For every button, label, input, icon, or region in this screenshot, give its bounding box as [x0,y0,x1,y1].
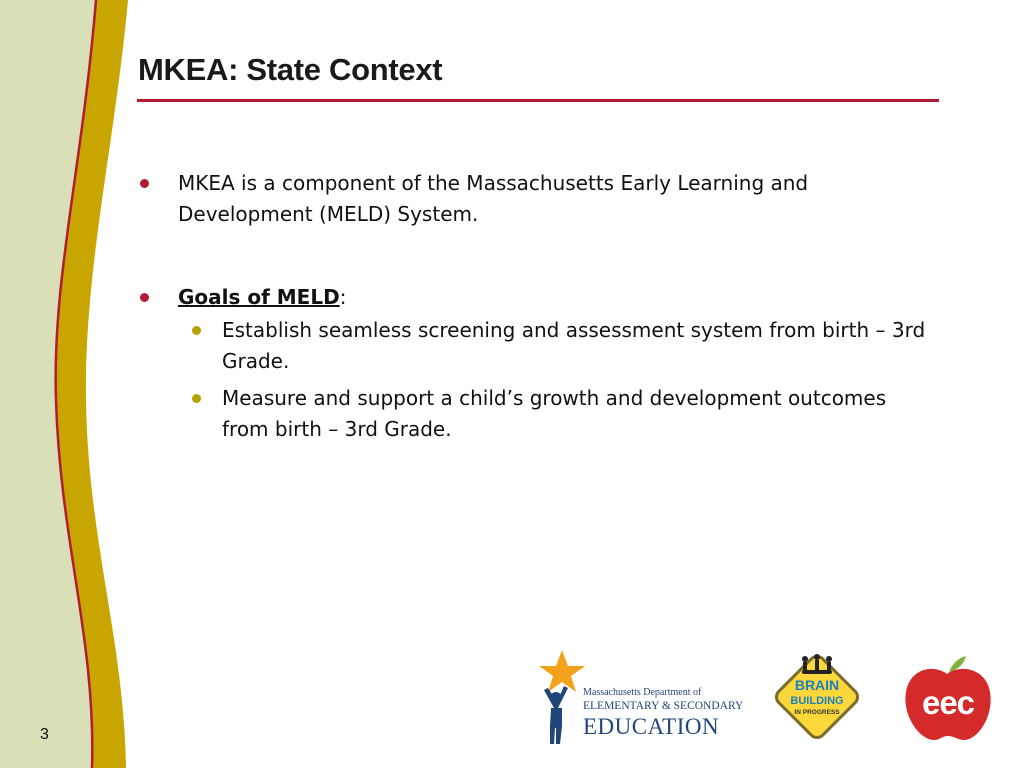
sub-bullet-dot-icon [192,326,201,335]
goals-heading: Goals of MELD [178,285,340,309]
dese-line2: ELEMENTARY & SECONDARY [583,700,744,712]
sub-bullet-measure-growth [178,383,930,445]
brain-line1: BRAIN [794,677,840,693]
brain-building-logo [768,648,866,746]
dese-logo [536,648,744,748]
eec-logo [902,656,994,742]
slide-body [140,168,930,451]
sub-bullet-text: Measure and support a child’s growth and development outcomes from birth – 3rd Grade. [222,386,887,441]
goals-colon: : [339,285,347,309]
brain-line3: IN PROGRESS [794,709,840,716]
bullet-dot-icon [140,179,149,188]
sub-bullet-seamless-screening [178,315,930,377]
dese-line3: EDUCATION [583,713,720,739]
children-silhouettes-icon [802,654,832,674]
dese-line1: Massachusetts Department of [583,687,702,698]
eec-text: eec [921,684,975,721]
page-number: 3 [40,726,49,743]
brain-line2: BUILDING [790,695,844,707]
bullet-dot-icon [140,293,149,302]
bullet-mkea-component [140,168,930,230]
slide-title: MKEA: State Context [138,52,443,87]
sub-bullet-dot-icon [192,394,201,403]
sub-bullet-text: Establish seamless screening and assessment system from birth – 3rd Grade. [222,318,926,373]
bullet-text: MKEA is a component of the Massachusetts Early Learning and Development (MELD) System. [178,171,809,226]
title-underline [137,99,939,102]
bullet-goals-of-meld [140,282,930,445]
decorative-wave-sidebar [0,0,140,768]
goals-list [178,315,930,445]
